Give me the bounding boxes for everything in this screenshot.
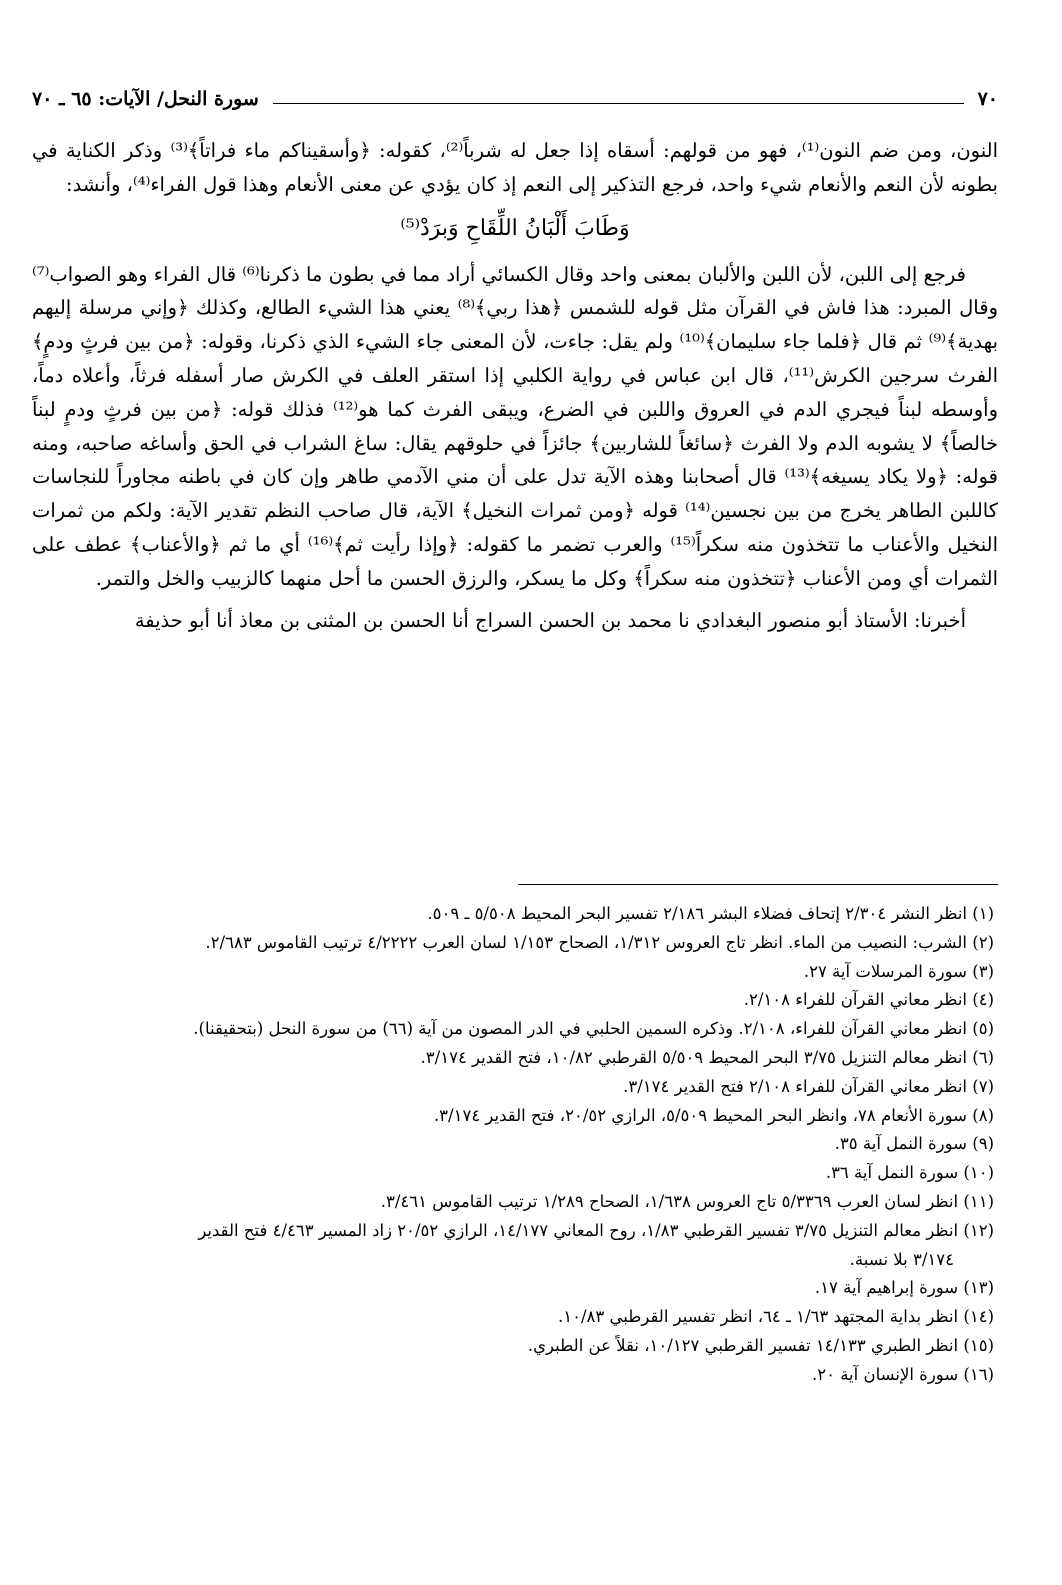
paragraph-1: النون، ومن ضم النون⁽¹⁾، فهو من قولهم: أسقاه إذا جعل له شرباً⁽²⁾، كقوله: ﴿وأسقيناكم ماء فراتاً﴾⁽³⁾ وذكر الكناية في بطونه لأن النعم والأنعام شيء واحد، فرجع التذكير إلى النعم إذ كان يؤدي عن معنى الأنعام وهذا قول الفراء⁽⁴⁾، وأنشد:	[32, 139, 998, 196]
header-rule	[273, 103, 964, 104]
paragraph-2: فرجع إلى اللبن، لأن اللبن والألبان بمعنى واحد وقال الكسائي أراد مما في بطون ما ذكرنا⁽⁶⁾ قال الفراء وهو الصواب⁽⁷⁾ وقال المبرد: هذا فاش في القرآن مثل قوله للشمس ﴿هذا ربي﴾⁽⁸⁾ يعني هذا الشيء الطالع، وكذلك ﴿وإني مرسلة إليهم بهدية﴾⁽⁹⁾ ثم قال ﴿فلما جاء سليمان﴾⁽¹⁰⁾ ولم يقل: جاءت، لأن المعنى جاء الشيء الذي ذكرنا، وقوله: ﴿من بين فرثٍ ودمٍ﴾ الفرث سرجين الكرش⁽¹¹⁾، قال ابن عباس في رواية الكلبي إذا استقر العلف في الكرش صار أسفله فرثاً، وأعلاه دماً، وأوسطه لبناً فيجري الدم في العروق واللبن في الضرع، ويبقى الفرث كما هو⁽¹²⁾ فذلك قوله: ﴿من بين فرثٍ ودمٍ لبناً خالصاً﴾ لا يشوبه الدم ولا الفرث ﴿سائغاً للشاربين﴾ جائزاً في حلوقهم يقال: ساغ الشراب في الحق وأساغه صاحبه، ومنه قوله: ﴿ولا يكاد يسيغه﴾⁽¹³⁾ قال أصحابنا وهذه الآية تدل على أن مني الآدمي طاهر وإن كان في باطنه مجاوراً للنجاسات كاللبن الطاهر يخرج من بين نجسين⁽¹⁴⁾ قوله ﴿ومن ثمرات النخيل﴾ الآية، قال صاحب النظم تقدير الآية: ولكم من ثمرات النخيل والأعناب ما تتخذون منه سكراً⁽¹⁵⁾ والعرب تضمر ما كقوله: ﴿وإذا رأيت ثم﴾⁽¹⁶⁾ أي ما ثم ﴿والأعناب﴾ عطف على الثمرات أي ومن الأعناب ﴿تتخذون منه سكراً﴾ وكل ما يسكر، والرزق الحسن ما أحل منهما كالزبيب والخل والتمر.	[32, 262, 999, 590]
footnote: (٣) سورة المرسلات آية ٢٧.	[803, 961, 994, 981]
footnote: (١٤) انظر بداية المجتهد ١/٦٣ ـ ٦٤، انظر تفسير القرطبي ١٠/٨٣.	[557, 1307, 994, 1327]
footnote: (١٥) انظر الطبري ١٤/١٣٣ تفسير القرطبي ١٠/١٢٧، نقلاً عن الطبري.	[527, 1335, 994, 1355]
main-text	[32, 134, 998, 637]
paragraph-3: أخبرنا: الأستاذ أبو منصور البغدادي نا محمد بن الحسن السراج أنا الحسن بن المثنى بن معاذ أنا أبو حذيفة	[134, 608, 966, 632]
footnote-12-text: (١٢) انظر معالم التنزيل ٣/٧٥ تفسير القرطبي ١/٨٣، روح المعاني ١٤/١٧٧، الرازي ٢٠/٥٢ زاد المسير ٤/٤٦٣ فتح القدير	[198, 1220, 994, 1240]
footnote-12-continuation: ٣/١٧٤ بلا نسبة.	[849, 1249, 954, 1269]
page-number: ٧٠	[977, 88, 998, 110]
footnote: (٦) انظر معالم التنزيل ٣/٧٥ البحر المحيط ٥/٥٠٩ القرطبي ١٠/٨٢، فتح القدير ٣/١٧٤.	[420, 1047, 994, 1067]
footnote: (٥) انظر معاني القرآن للفراء، ٢/١٠٨. وذكره السمين الحلبي في الدر المصون من آية (٦٦) من سورة النحل (بتحقيقنا).	[193, 1019, 994, 1039]
running-title: سورة النحل/ الآيات: ٦٥ ـ ٧٠	[32, 88, 259, 110]
footnote: (١٦) سورة الإنسان آية ٢٠.	[811, 1364, 994, 1384]
footnote: (١٣) سورة إبراهيم آية ١٧.	[814, 1278, 994, 1298]
footnote: (٨) سورة الأنعام ٧٨، وانظر البحر المحيط ٥/٥٠٩، الرازي ٢٠/٥٢، فتح القدير ٣/١٧٤.	[433, 1105, 994, 1125]
footnote: (٩) سورة النمل آية ٣٥.	[834, 1134, 994, 1154]
footnote: (١١) انظر لسان العرب ٥/٣٣٦٩ تاج العروس ١/٦٣٨، الصحاح ١/٢٨٩ ترتيب القاموس ٣/٤٦١.	[380, 1191, 994, 1211]
poetry-verse: وَطَابَ أَلْبَانُ اللِّقَاحِ وَبرَدْ⁽⁵⁾	[400, 215, 630, 241]
footnote-separator	[518, 884, 998, 885]
footnotes	[32, 900, 998, 1390]
running-header	[32, 84, 998, 110]
footnote	[32, 1217, 994, 1275]
footnote: (٤) انظر معاني القرآن للفراء ٢/١٠٨.	[743, 990, 994, 1010]
footnote: (١٠) سورة النمل آية ٣٦.	[825, 1163, 994, 1183]
footnote: (٢) الشرب: النصيب من الماء. انظر تاج العروس ١/٣١٢، الصحاح ١/١٥٣ لسان العرب ٤/٢٢٢٢ ترتيب القاموس ٢/٦٨٣.	[205, 932, 994, 952]
footnote: (٧) انظر معاني القرآن للفراء ٢/١٠٨ فتح القدير ٣/١٧٤.	[623, 1076, 994, 1096]
footnote: (١) انظر النشر ٢/٣٠٤ إتحاف فضلاء البشر ٢/١٨٦ تفسير البحر المحيط ٥/٥٠٨ ـ ٥٠٩.	[427, 904, 994, 923]
